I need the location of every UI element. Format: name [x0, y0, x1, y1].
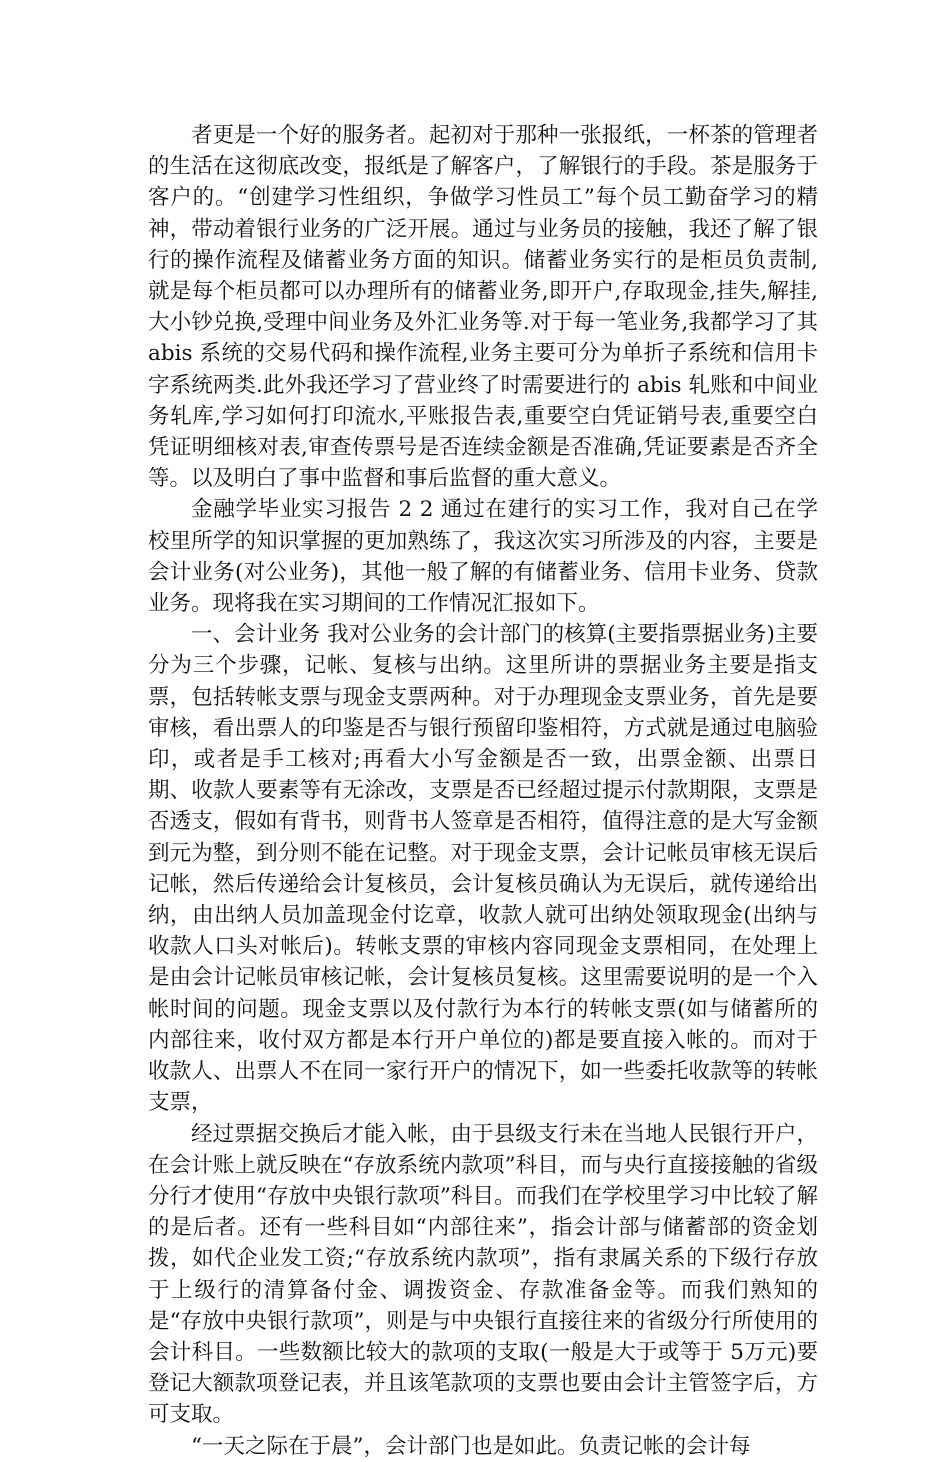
paragraph-5: “一天之际在于晨”，会计部门也是如此。负责记帐的会计每	[191, 1433, 751, 1459]
paragraph-2: 金融学毕业实习报告 2 2 通过在建行的实习工作，我对自己在学校里所学的知识掌握的更加熟练了，我这次实习所涉及的内容，主要是会计业务(对公业务)，其他一般了解的有储蓄业务、信用卡业务、贷款业务。现将我在实习期间的工作情况汇报如下。	[148, 497, 818, 617]
paragraph-3: 一、会计业务 我对公业务的会计部门的核算(主要指票据业务)主要分为三个步骤，记帐、复核与出纳。这里所讲的票据业务主要是指支票，包括转帐支票与现金支票两种。对于办理现金支票业务，首先是要审核，看出票人的印鉴是否与银行预留印鉴相符，方式就是通过电脑验印，或者是手工核对;再看大小写金额是否一致，出票金额、出票日期、收款人要素等有无涂改，支票是否已经超过提示付款期限，支票是否透支，假如有背书，则背书人签章是否相符，值得注意的是大写金额到元为整，到分则不能在记整。对于现金支票，会计记帐员审核无误后记帐，然后传递给会计复核员，会计复核员确认为无误后，就传递给出纳，由出纳人员加盖现金付讫章，收款人就可出纳处领取现金(出纳与收款人口头对帐后)。转帐支票的审核内容同现金支票相同，在处理上是由会计记帐员审核记帐，会计复核员复核。这里需要说明的是一个入帐时间的问题。现金支票以及付款行为本行的转帐支票(如与储蓄所的内部往来，收付双方都是本行开户单位的)都是要直接入帐的。而对于收款人、出票人不在同一家行开户的情况下，如一些委托收款等的转帐支票，	[148, 622, 818, 1116]
document-body	[148, 120, 818, 1462]
paragraph-4: 经过票据交换后才能入帐，由于县级支行未在当地人民银行开户，在会计账上就反映在“存放系统内款项”科目，而与央行直接接触的省级分行才使用“存放中央银行款项”科目。而我们在学校里学习中比较了解的是后者。还有一些科目如“内部往来”，指会计部与储蓄部的资金划拨，如代企业发工资;“存放系统内款项”，指有隶属关系的下级行存放于上级行的清算备付金、调拨资金、存款准备金等。而我们熟知的是“存放中央银行款项”，则是与中央银行直接往来的省级分行所使用的会计科目。一些数额比较大的款项的支取(一般是大于或等于 5万元)要登记大额款项登记表，并且该笔款项的支票也要由会计主管签字后，方可支取。	[148, 1121, 818, 1428]
paragraph-1: 者更是一个好的服务者。起初对于那种一张报纸，一杯茶的管理者的生活在这彻底改变，报纸是了解客户，了解银行的手段。茶是服务于客户的。“创建学习性组织，争做学习性员工”每个员工勤奋学习的精神，带动着银行业务的广泛开展。通过与业务员的接触，我还了解了银行的操作流程及储蓄业务方面的知识。储蓄业务实行的是柜员负责制,就是每个柜员都可以办理所有的储蓄业务,即开户,存取现金,挂失,解挂,大小钞兑换,受理中间业务及外汇业务等.对于每一笔业务,我都学习了其 abis 系统的交易代码和操作流程,业务主要可分为单折子系统和信用卡字系统两类.此外我还学习了营业终了时需要进行的 abis 轧账和中间业务轧库,学习如何打印流水,平账报告表,重要空白凭证销号表,重要空白凭证明细核对表,审查传票号是否连续金额是否准确,凭证要素是否齐全等。以及明白了事中监督和事后监督的重大意义。	[148, 123, 818, 492]
